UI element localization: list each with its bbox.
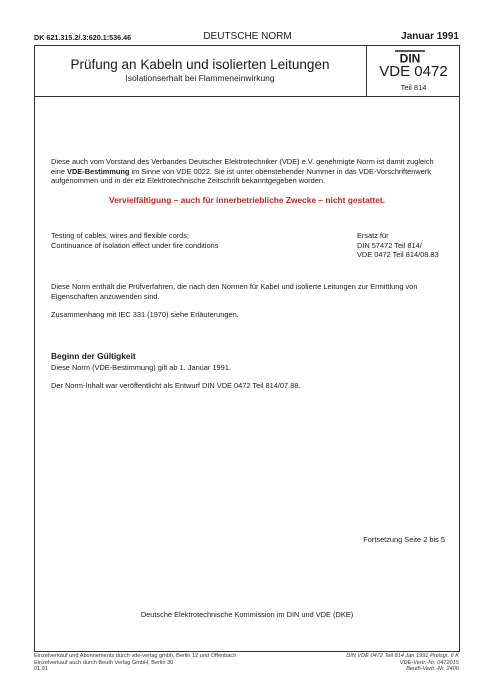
scope-paragraph: Diese Norm enthält die Prüfverfahren, die nach den Normen für Kabel und isolierte Leitungen zur Ermittlung von Eigenschaften anzuwenden sind. bbox=[51, 282, 418, 301]
english-title: Testing of cables, wires and flexible cords; Continuance of isolation effect under fire conditions bbox=[51, 231, 219, 250]
dke-commission: Deutsche Elektrotechnische Kommission im DIN und VDE (DKE) bbox=[140, 610, 354, 619]
copy-warning: Vervielfältigung – auch für innerbetriebliche Zwecke – nicht gestattet. bbox=[109, 195, 385, 205]
continuation-note: Fortsetzung Seite 2 bis 5 bbox=[363, 535, 445, 544]
iec-relation: Zusammenhang mit IEC 331 (1970) siehe Erläuterungen. bbox=[51, 310, 239, 319]
footer-sales-info: Einzelverkauf und Abonnements durch vde-verlag gmbh, Berlin 12 und Offenbach Einzelverkauf auch durch Beuth Verlag GmbH, Berlin 30 01.91 bbox=[34, 653, 237, 673]
document-title: Prüfung an Kabeln und isolierten Leitungen bbox=[70, 57, 330, 72]
din-code: VDE 0472 bbox=[379, 63, 448, 80]
footer-price-info: DIN VDE 0472 Teil 814 Jan 1991 Preisgr. 6 K VDE-Vertr.-Nr. 0472015 Beuth-Vertr.-Nr. 2406 bbox=[346, 653, 459, 673]
draft-note: Der Norm-Inhalt war veröffentlicht als Entwurf DIN VDE 0472 Teil 814/07.88. bbox=[51, 381, 301, 390]
issue-date: Januar 1991 bbox=[401, 31, 459, 42]
intro-paragraph: Diese auch vom Vorstand des Verbandes Deutscher Elektrotechniker (VDE) e.V. genehmigte Norm ist damit zugleich eine VDE-Bestimmung im Sinne von VDE 0022. Sie ist unter obenstehender Nummer in das VDE-Vorschriftenwerk aufgenommen und in der etz Elektrotechnische Zeitschrift bekanntgegeben worden. bbox=[51, 157, 434, 185]
validity-heading: Beginn der Gültigkeit bbox=[51, 351, 136, 361]
replacement-info: Ersatz für DIN 57472 Teil 814/ VDE 0472 Teil 814/08.83 bbox=[357, 231, 439, 259]
din-logo-text: DIN bbox=[399, 51, 421, 65]
vde-bestimmung-term: VDE-Bestimmung bbox=[67, 166, 130, 176]
dk-number: DK 621.315.2/.3:620.1:536.46 bbox=[34, 33, 132, 42]
din-part: Teil 814 bbox=[400, 83, 427, 92]
validity-text: Diese Norm (VDE-Bestimmung) gilt ab 1. Januar 1991. bbox=[51, 363, 231, 372]
document-subtitle: Isolationserhalt bei Flammeneinwirkung bbox=[125, 73, 275, 83]
norm-label: DEUTSCHE NORM bbox=[203, 31, 292, 42]
